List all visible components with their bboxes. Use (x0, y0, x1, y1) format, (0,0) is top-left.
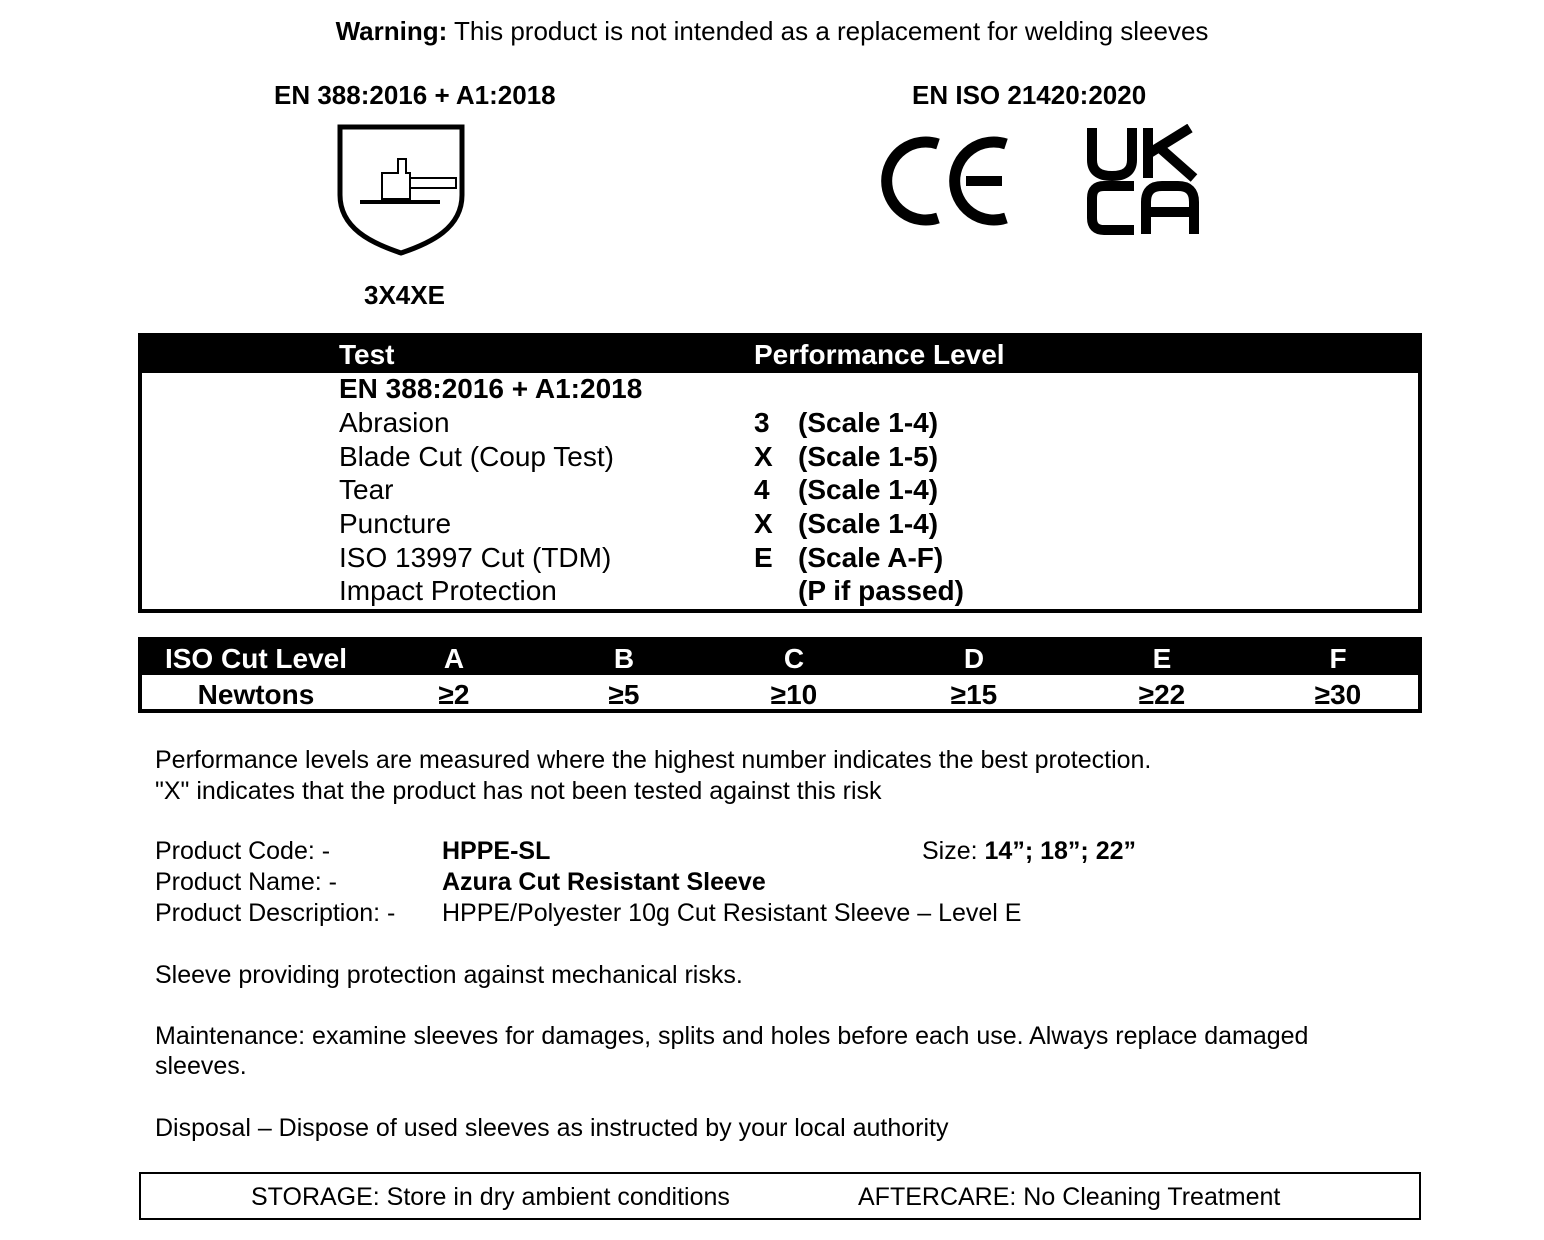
test-scale: (Scale A-F) (798, 542, 944, 573)
hammer-shield-icon (336, 123, 466, 257)
newtons-a: ≥2 (438, 679, 470, 710)
ce-mark-icon (880, 132, 1014, 230)
en388-code: 3X4XE (364, 280, 445, 310)
size-value: 14”; 18”; 22” (984, 837, 1136, 865)
disposal-text: Disposal – Dispose of used sleeves as instructed by your local authority (155, 1114, 949, 1142)
test-scale: (P if passed) (798, 575, 964, 606)
table-row (142, 474, 1418, 508)
cut-level-a: A (443, 643, 465, 674)
test-scale: (Scale 1-5) (798, 441, 939, 472)
table-row (142, 542, 1418, 576)
aftercare-text: AFTERCARE: No Cleaning Treatment (858, 1183, 1281, 1211)
table-row (142, 508, 1418, 542)
newtons-e: ≥22 (1138, 679, 1186, 710)
storage-text: STORAGE: Store in dry ambient conditions (251, 1183, 730, 1211)
cut-table-header (142, 641, 1418, 675)
test-name: Puncture (339, 508, 452, 539)
section-title: EN 388:2016 + A1:2018 (339, 373, 643, 404)
en388-title: EN 388:2016 + A1:2018 (274, 80, 556, 110)
test-name: Abrasion (339, 407, 450, 438)
table-row (142, 677, 1418, 711)
maintenance-text-2: sleeves. (155, 1052, 247, 1080)
test-level: 3 (754, 407, 770, 438)
header-test: Test (339, 339, 395, 370)
note-line-2: "X" indicates that the product has not been tested against this risk (155, 777, 882, 805)
test-scale: (Scale 1-4) (798, 508, 939, 539)
test-level: X (754, 441, 773, 472)
warning-text: This product is not intended as a replacement for welding sleeves (447, 16, 1209, 46)
test-level: E (754, 542, 773, 573)
newtons-f: ≥30 (1314, 679, 1362, 710)
product-code: HPPE-SL (442, 837, 551, 865)
ukca-mark-icon (1086, 124, 1200, 236)
table-row (142, 373, 1418, 407)
test-name: Blade Cut (Coup Test) (339, 441, 614, 472)
cut-header-label: ISO Cut Level (164, 643, 348, 674)
header-performance-level: Performance Level (754, 339, 1005, 370)
test-level: 4 (754, 474, 770, 505)
cut-level-e: E (1152, 643, 1172, 674)
product-code-label: Product Code: - (155, 837, 331, 865)
iso-cut-level-table (138, 637, 1422, 713)
maintenance-text-1: Maintenance: examine sleeves for damages, splits and holes before each use. Always replace damaged (155, 1022, 1309, 1050)
test-name: ISO 13997 Cut (TDM) (339, 542, 612, 573)
test-scale: (Scale 1-4) (798, 474, 939, 505)
storage-aftercare-box (139, 1172, 1421, 1220)
product-name-label: Product Name: - (155, 868, 338, 896)
cut-level-c: C (783, 643, 805, 674)
en-iso-21420-title: EN ISO 21420:2020 (912, 80, 1147, 110)
note-line-1: Performance levels are measured where the highest number indicates the best protection. (155, 746, 1152, 774)
performance-table (138, 333, 1422, 613)
cut-row-label: Newtons (197, 679, 315, 710)
table-row (142, 407, 1418, 441)
newtons-c: ≥10 (770, 679, 818, 710)
table-row (142, 441, 1418, 475)
product-description: HPPE/Polyester 10g Cut Resistant Sleeve – Level E (442, 899, 1022, 927)
warning-label: Warning: (335, 16, 448, 46)
product-name: Azura Cut Resistant Sleeve (442, 868, 766, 896)
size-label: Size: (922, 837, 985, 865)
table-row (142, 575, 1418, 609)
cut-level-b: B (613, 643, 635, 674)
cut-level-f: F (1329, 643, 1347, 674)
size-line (922, 837, 1136, 866)
performance-table-header (142, 337, 1418, 373)
product-description-label: Product Description: - (155, 899, 396, 927)
test-name: Impact Protection (339, 575, 557, 606)
test-name: Tear (339, 474, 394, 505)
test-level: X (754, 508, 773, 539)
warning-line (0, 16, 1544, 47)
newtons-b: ≥5 (608, 679, 640, 710)
cut-level-d: D (963, 643, 985, 674)
test-scale: (Scale 1-4) (798, 407, 939, 438)
protection-text: Sleeve providing protection against mechanical risks. (155, 961, 743, 989)
newtons-d: ≥15 (950, 679, 998, 710)
